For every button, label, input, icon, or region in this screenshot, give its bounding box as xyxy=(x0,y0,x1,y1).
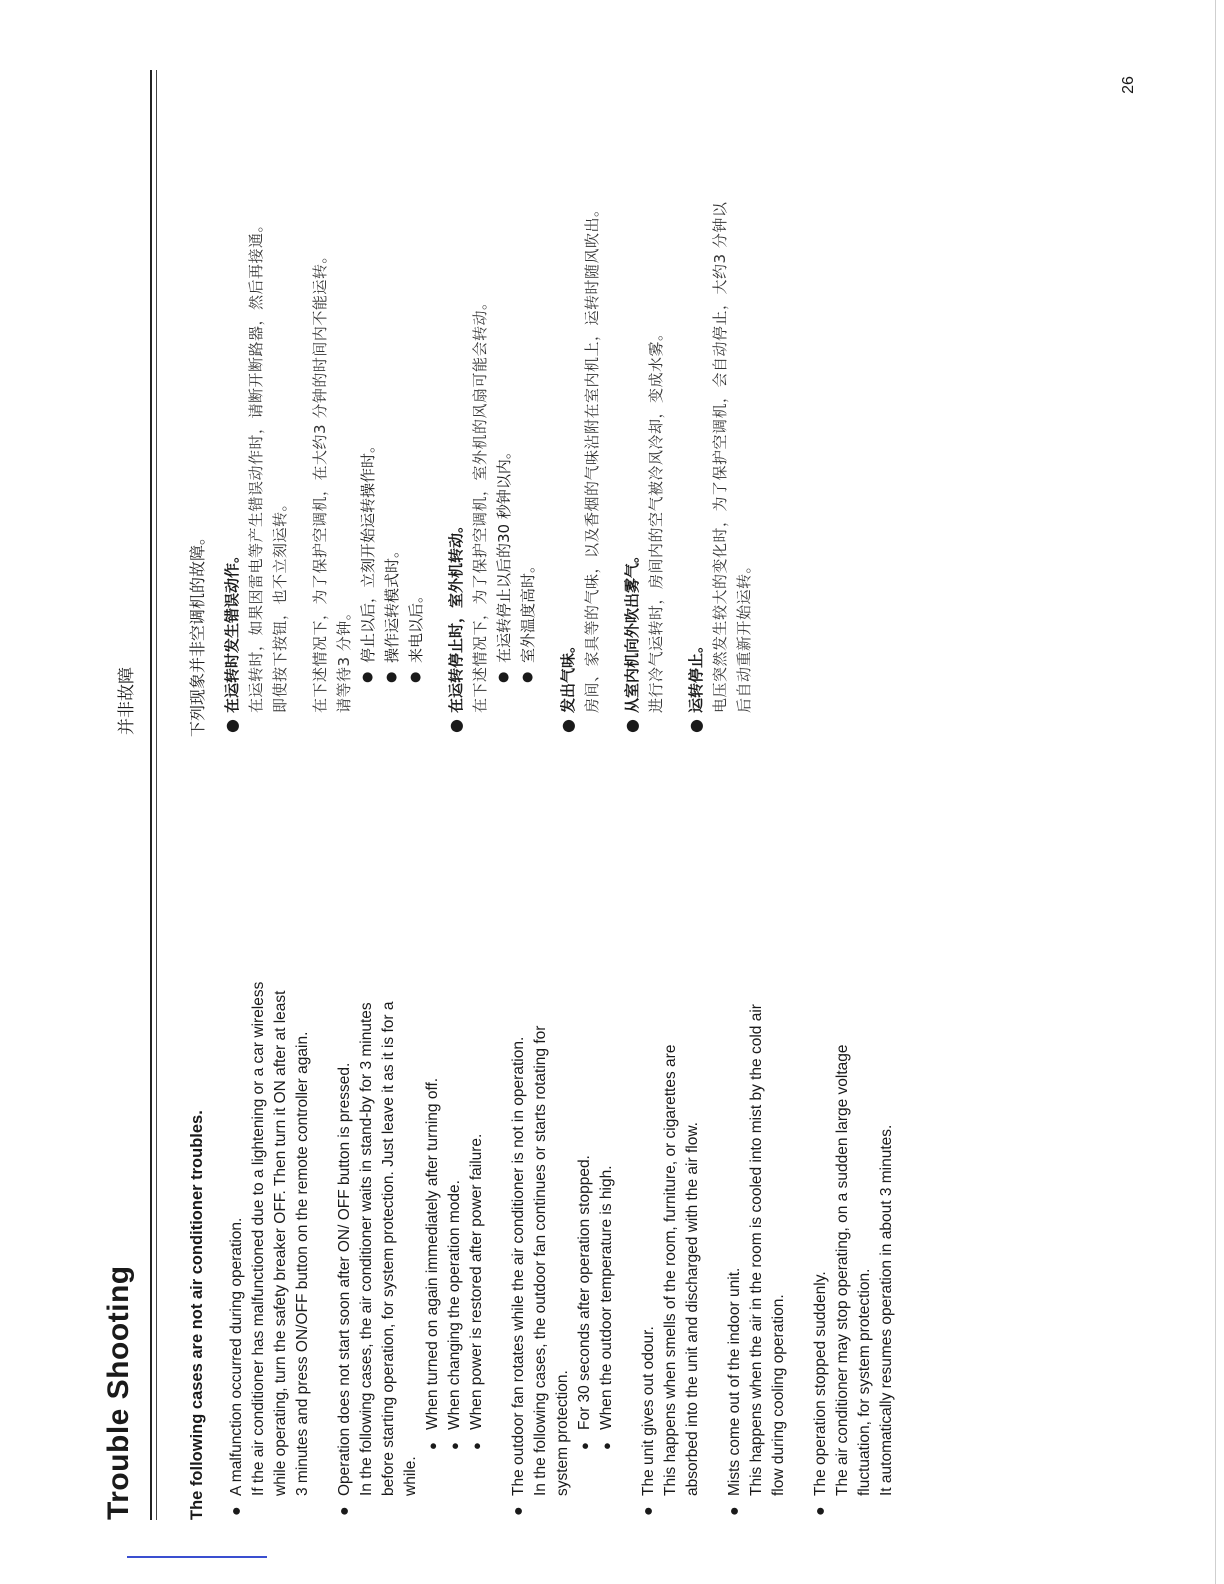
zh-list-item xyxy=(556,57,604,737)
sub-list-text: For 30 seconds after operation stopped. xyxy=(576,1155,593,1430)
chinese-heading: 下列现象并非空调机的故障。 xyxy=(188,528,207,737)
item-text-line: 3 minutes and press ON/OFF button on the remote controller again. xyxy=(294,1031,311,1496)
sub-list-item xyxy=(444,850,466,1450)
sub-list-text: 停止以后，立刻开始运转操作时。 xyxy=(359,437,377,663)
sub-list-text: When changing the operation mode. xyxy=(446,1180,463,1430)
page-title-en: Trouble Shooting xyxy=(102,1265,135,1520)
item-text-line: while operating, turn the safety breaker OFF. Then turn it ON after at least xyxy=(272,990,289,1496)
chinese-item-list xyxy=(220,57,756,737)
item-text-line: 在运转时，如果因雷电等产生错误动作时，请断开断路器，然后再接通。 xyxy=(247,216,265,713)
item-title: 在运转时发生错误动作。 xyxy=(223,547,241,713)
bullet-icon: ● xyxy=(360,671,375,683)
bullet-icon: ● xyxy=(640,1506,657,1516)
item-text-line: fluctuation, for system protection. xyxy=(856,1268,873,1496)
sub-list-text: 在运转停止以后的30 秒钟以内。 xyxy=(495,444,513,663)
sub-list-item xyxy=(380,57,404,683)
item-text-line: 电压突然发生较大的变化时，为了保护空调机，会自动停止，大约3 分钟以 xyxy=(711,201,729,713)
sub-list-text: 来电以后。 xyxy=(407,587,425,663)
item-text-line: It automatically resumes operation in about 3 minutes. xyxy=(878,1124,895,1496)
page-number: 26 xyxy=(1119,76,1137,94)
item-text-line: 即使按下按钮，也不立刻运转。 xyxy=(271,495,289,713)
item-text-line: This happens when the air in the room is cooled into mist by the cold air xyxy=(748,1004,765,1496)
en-list-item xyxy=(810,850,898,1520)
sub-list-text: When power is restored after power failure. xyxy=(468,1133,485,1430)
item-title: 发出气味。 xyxy=(559,637,577,713)
sub-list-item xyxy=(466,850,488,1450)
item-text-line: absorbed into the unit and discharged with the air flow. xyxy=(684,1122,701,1496)
sub-list-item xyxy=(596,850,618,1450)
bullet-icon: ● xyxy=(726,1506,743,1516)
bullet-icon: ● xyxy=(558,719,577,733)
item-text-line: 在下述情况下，为了保护空调机，室外机的风扇可能会转动。 xyxy=(471,294,489,713)
item-text-line: 进行冷气运转时，房间内的空气被冷风冷却，变成水雾。 xyxy=(647,325,665,713)
english-item-list xyxy=(226,850,898,1520)
sub-list-item xyxy=(574,850,596,1450)
bullet-icon: ● xyxy=(520,671,535,683)
bullet-icon: ● xyxy=(228,1506,245,1516)
zh-list-item xyxy=(620,57,668,737)
sub-list-item xyxy=(516,57,540,683)
item-text-line: system protection. xyxy=(554,1370,571,1496)
item-text-line: If the air conditioner has malfunctioned due to a lightening or a car wireless xyxy=(250,981,267,1496)
title-bar xyxy=(100,70,152,1520)
sub-list-item xyxy=(404,57,428,683)
page-title-zh: 并非故障 xyxy=(117,667,137,735)
item-title: The outdoor fan rotates while the air conditioner is not in operation. xyxy=(510,1036,527,1496)
sub-list-text: When the outdoor temperature is high. xyxy=(598,1165,615,1430)
en-list-item xyxy=(638,850,704,1520)
en-list-item xyxy=(508,850,618,1520)
en-list-item xyxy=(724,850,790,1520)
bullet-icon: ● xyxy=(510,1506,527,1516)
sub-list-text: When turned on again immediately after turning off. xyxy=(424,1077,441,1430)
bullet-icon: ● xyxy=(812,1506,829,1516)
chinese-column xyxy=(186,57,772,737)
bullet-icon: ● xyxy=(446,719,465,733)
item-title: Mists come out of the indoor unit. xyxy=(726,1267,743,1496)
item-text-line: This happens when smells of the room, furniture, or cigarettes are xyxy=(662,1044,679,1496)
bullet-icon: ● xyxy=(222,719,241,733)
english-heading: The following cases are not air conditioner troubles. xyxy=(188,1110,206,1520)
bullet-icon: ● xyxy=(686,719,705,733)
bullet-icon: ● xyxy=(447,1442,462,1450)
sub-list-text: 室外温度高时。 xyxy=(519,557,537,663)
item-text-line: The air conditioner may stop operating, on a sudden large voltage xyxy=(834,1044,851,1496)
bullet-icon: ● xyxy=(577,1442,592,1450)
sub-list xyxy=(422,850,488,1496)
zh-list-item xyxy=(684,57,756,737)
rotated-page-content xyxy=(100,20,1110,1520)
en-list-item xyxy=(334,850,488,1520)
item-title: The unit gives out odour. xyxy=(640,1326,657,1496)
item-text-line: 后自动重新开始运转。 xyxy=(735,557,753,713)
scan-edge-line xyxy=(1215,0,1216,1584)
sub-list xyxy=(356,57,428,713)
bullet-icon: ● xyxy=(425,1442,440,1450)
scan-mark xyxy=(127,1556,267,1558)
sub-list-item xyxy=(356,57,380,683)
english-column xyxy=(186,850,918,1520)
bullet-icon: ● xyxy=(384,671,399,683)
bullet-icon: ● xyxy=(496,671,511,683)
title-divider xyxy=(156,70,157,1520)
sub-list-item xyxy=(492,57,516,683)
item-title: The operation stopped suddenly. xyxy=(812,1271,829,1496)
sub-list-text: 操作运转模式时。 xyxy=(383,542,401,663)
item-text-line: In the following cases, the air conditioner waits in stand-by for 3 minutes xyxy=(358,1002,375,1496)
item-text-line: flow during cooling operation. xyxy=(770,1294,787,1496)
bullet-icon: ● xyxy=(469,1442,484,1450)
zh-list-item xyxy=(308,57,428,737)
item-text-line: 请等待3 分钟。 xyxy=(335,604,353,713)
bullet-icon: ● xyxy=(599,1442,614,1450)
item-text-line: before starting operation, for system protection. Just leave it as it is for a xyxy=(380,1001,397,1496)
item-title: A malfunction occurred during operation. xyxy=(228,1217,245,1496)
bullet-icon: ● xyxy=(622,719,641,733)
sub-list xyxy=(574,850,618,1496)
zh-list-item xyxy=(444,57,540,737)
item-title: 从室内机向外吹出雾气。 xyxy=(623,547,641,713)
bullet-icon: ● xyxy=(336,1506,353,1516)
zh-list-item xyxy=(220,57,292,737)
item-title: 在运转停止时，室外机转动。 xyxy=(447,517,465,713)
item-title: Operation does not start soon after ON/ OFF button is pressed. xyxy=(336,1062,353,1496)
item-title: 运转停止。 xyxy=(687,637,705,713)
sub-list xyxy=(492,57,540,713)
item-text-line: 在下述情况下，为了保护空调机，在大约3 分钟的时间内不能运转。 xyxy=(311,248,329,713)
item-text-line: while. xyxy=(402,1456,419,1496)
bullet-icon: ● xyxy=(408,671,423,683)
en-list-item xyxy=(226,850,314,1520)
item-text-line: 房间、家具等的气味，以及香烟的气味沾附在室内机上，运转时随风吹出。 xyxy=(583,201,601,713)
item-text-line: In the following cases, the outdoor fan continues or starts rotating for xyxy=(532,1025,549,1496)
sub-list-item xyxy=(422,850,444,1450)
